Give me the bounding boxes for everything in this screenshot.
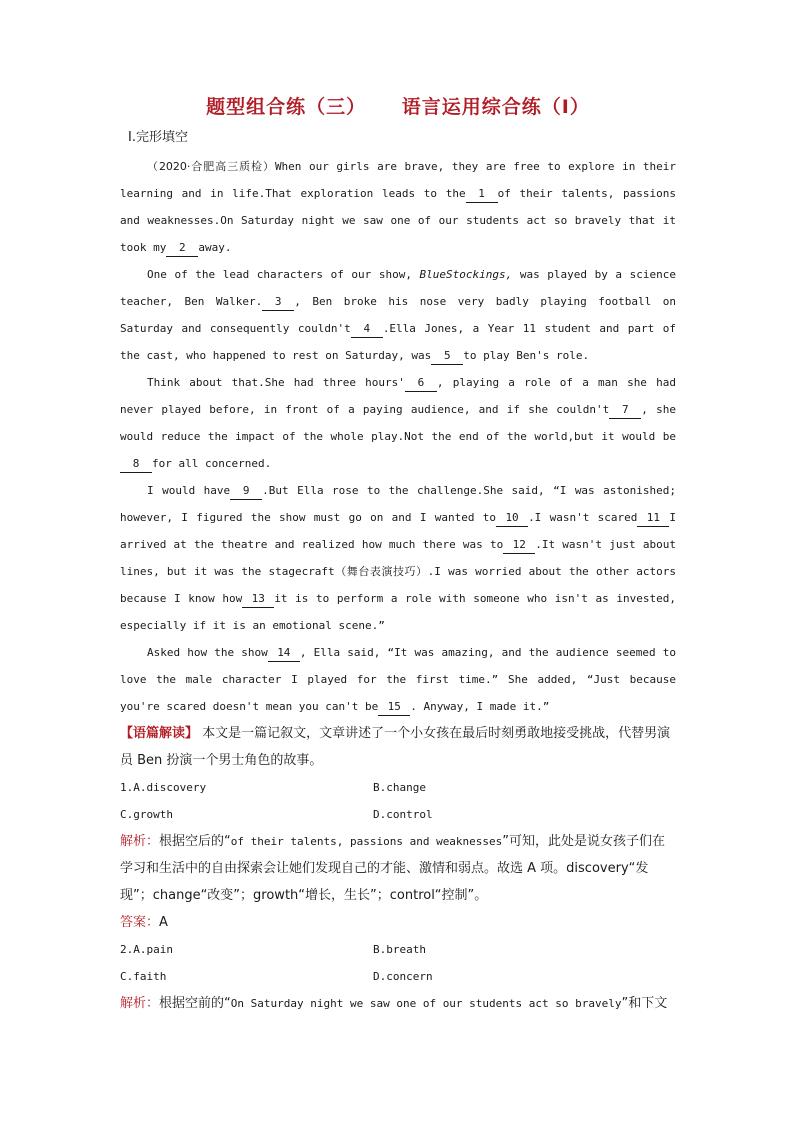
show-title: BlueStockings, bbox=[419, 268, 513, 281]
blank-14[interactable]: 14 bbox=[268, 645, 300, 662]
blank-6[interactable]: 6 bbox=[405, 375, 437, 392]
blank-8[interactable]: 8 bbox=[120, 456, 152, 473]
blank-11[interactable]: 11 bbox=[637, 510, 669, 527]
blank-1[interactable]: 1 bbox=[466, 186, 498, 203]
section-heading: Ⅰ.完形填空 bbox=[128, 130, 188, 145]
blank-2[interactable]: 2 bbox=[166, 240, 198, 257]
passage-paragraph-1: （2020·合肥高三质检）When our girls are brave, they are free to explore in their learning and in life.That exploration leads to the 1 of their talents, passions and weaknesses.On Saturday night we saw one of our students act so bravely that it took my 2 away. bbox=[120, 153, 676, 261]
answer-1: 答案：A bbox=[120, 915, 168, 930]
option-2c[interactable]: C.faith bbox=[120, 970, 167, 983]
title-right: 语言运用综合练（Ⅰ） bbox=[401, 96, 590, 118]
blank-15[interactable]: 15 bbox=[378, 699, 410, 716]
option-1d[interactable]: D.control bbox=[373, 808, 433, 821]
passage-paragraph-4: I would have 9 .But Ella rose to the challenge.She said, “I was astonished; however, I figured the show must go on and I wanted to 10 .I wasn't scared 11 I arrived at the theatre and realized how much there was to 12 .It wasn't just about lines, but it was the stagecraft（舞台表演技巧）.I was worried about the other actors because I know how 13 it is to perform a role with someone who isn't as invested, especially if it is an emotional scene.” bbox=[120, 484, 677, 632]
passage-paragraph-3: Think about that.She had three hours' 6 , playing a role of a man she had never played before, in front of a paying audience, and if she couldn't 7 , she would reduce the impact of the whole play.Not the end of the world,but it would be8 for all concerned. bbox=[120, 369, 676, 477]
blank-3[interactable]: 3 bbox=[262, 294, 294, 311]
blank-13[interactable]: 13 bbox=[242, 591, 274, 608]
passage-paragraph-5: Asked how the show 14 , Ella said, “It was amazing, and the audience seemed to love the male character I played for the first time.” She added, “Just because you're scared doesn't mean you can't be 15 . Anyway, I made it.” bbox=[120, 639, 676, 720]
question-1-options bbox=[120, 774, 676, 828]
option-2b[interactable]: B.breath bbox=[373, 943, 426, 956]
interpretation-label: 【语篇解读】 bbox=[120, 726, 199, 741]
blank-12[interactable]: 12 bbox=[503, 537, 535, 554]
blank-9[interactable]: 9 bbox=[230, 483, 262, 500]
analysis-1: 解析：根据空后的“of their talents, passions and weaknesses”可知，此处是说女孩子们在学习和生活中的自由探索会让她们发现自己的才能、激情和弱点。故选 A 项。discovery“发现”；change“改变”；growth“增长，生长”；control“控制”。 bbox=[120, 834, 666, 903]
blank-7[interactable]: 7 bbox=[609, 402, 641, 419]
analysis-2: 解析：根据空前的“On Saturday night we saw one of our students act so bravely”和下文 bbox=[120, 996, 668, 1011]
passage-paragraph-2: One of the lead characters of our show, BlueStockings, was played by a science teacher, Ben Walker. 3 , Ben broke his nose very badly playing football on Saturday and consequently couldn't 4 .Ella Jones, a Year 11 student and part of the cast, who happened to rest on Saturday, was 5 to play Ben's role. bbox=[120, 261, 676, 369]
question-2-options bbox=[120, 936, 676, 990]
option-1c[interactable]: C.growth bbox=[120, 808, 173, 821]
blank-10[interactable]: 10 bbox=[496, 510, 528, 527]
page-title bbox=[120, 92, 676, 119]
blank-4[interactable]: 4 bbox=[351, 321, 383, 338]
title-left: 题型组合练（三） bbox=[206, 96, 367, 118]
option-1a[interactable]: 1.A.discovery bbox=[120, 781, 207, 794]
option-2d[interactable]: D.concern bbox=[373, 970, 433, 983]
document-page bbox=[120, 92, 676, 1017]
passage-interpretation: 【语篇解读】 本文是一篇记叙文，文章讲述了一个小女孩在最后时刻勇敢地接受挑战，代替男演员 Ben 扮演一个男士角色的故事。 bbox=[120, 726, 671, 768]
option-2a[interactable]: 2.A.pain bbox=[120, 943, 173, 956]
blank-5[interactable]: 5 bbox=[431, 348, 463, 365]
option-1b[interactable]: B.change bbox=[373, 781, 426, 794]
